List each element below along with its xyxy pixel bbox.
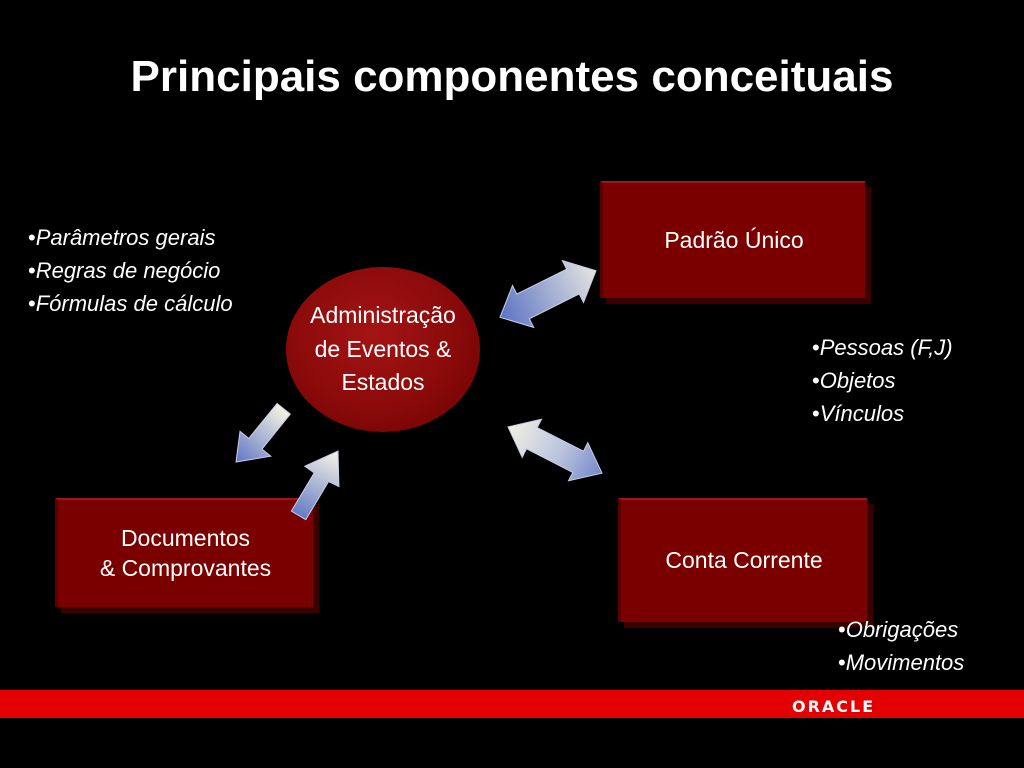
oracle-logo: ORACLE [792, 697, 876, 716]
bullet-item: • Regras de negócio [28, 254, 233, 287]
bullet-item: • Objetos [812, 364, 953, 397]
slide-title: Principais componentes conceituais [130, 52, 894, 101]
bullet-item: • Obrigações [838, 613, 964, 646]
bullet-item: • Movimentos [838, 646, 964, 679]
bullet-item: • Pessoas (F,J) [812, 331, 953, 364]
arrow-to-documentos-icon [236, 403, 290, 462]
box-label: Conta Corrente [665, 547, 823, 574]
double-arrow-top-icon [500, 261, 596, 328]
box-label: Documentos & Comprovantes [99, 525, 272, 581]
bullet-item: • Fórmulas de cálculo [28, 287, 233, 320]
double-arrow-bottom-icon [508, 419, 602, 481]
bullet-item: • Parâmetros gerais [28, 221, 233, 254]
bullet-item: • Vínculos [812, 397, 953, 430]
arrow-to-administracao-icon [291, 451, 339, 520]
box-label: Padrão Único [664, 226, 804, 253]
center-label: Administração de Eventos & Estados [310, 302, 456, 396]
